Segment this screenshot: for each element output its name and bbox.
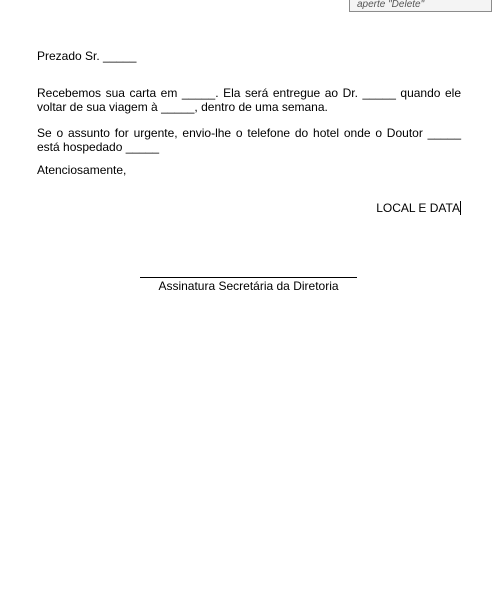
local-date-line[interactable] xyxy=(376,201,461,215)
closing[interactable]: Atenciosamente, xyxy=(37,163,127,177)
hint-tooltip xyxy=(349,0,492,12)
text-cursor xyxy=(460,201,461,215)
hint-tooltip-text: aperte "Delete" xyxy=(357,0,425,10)
local-date-text: LOCAL E DATA xyxy=(376,201,460,215)
paragraph-1[interactable]: Recebemos sua carta em _____. Ela será entregue ao Dr. _____ quando ele voltar de sua viagem à _____, dentro de uma semana. xyxy=(37,86,461,114)
greeting[interactable]: Prezado Sr. _____ xyxy=(37,49,137,63)
paragraph-2[interactable]: Se o assunto for urgente, envio-lhe o telefone do hotel onde o Doutor _____ está hospedado _____ xyxy=(37,126,461,154)
signature-line xyxy=(140,277,357,278)
signature-label[interactable]: Assinatura Secretária da Diretoria xyxy=(158,279,339,293)
